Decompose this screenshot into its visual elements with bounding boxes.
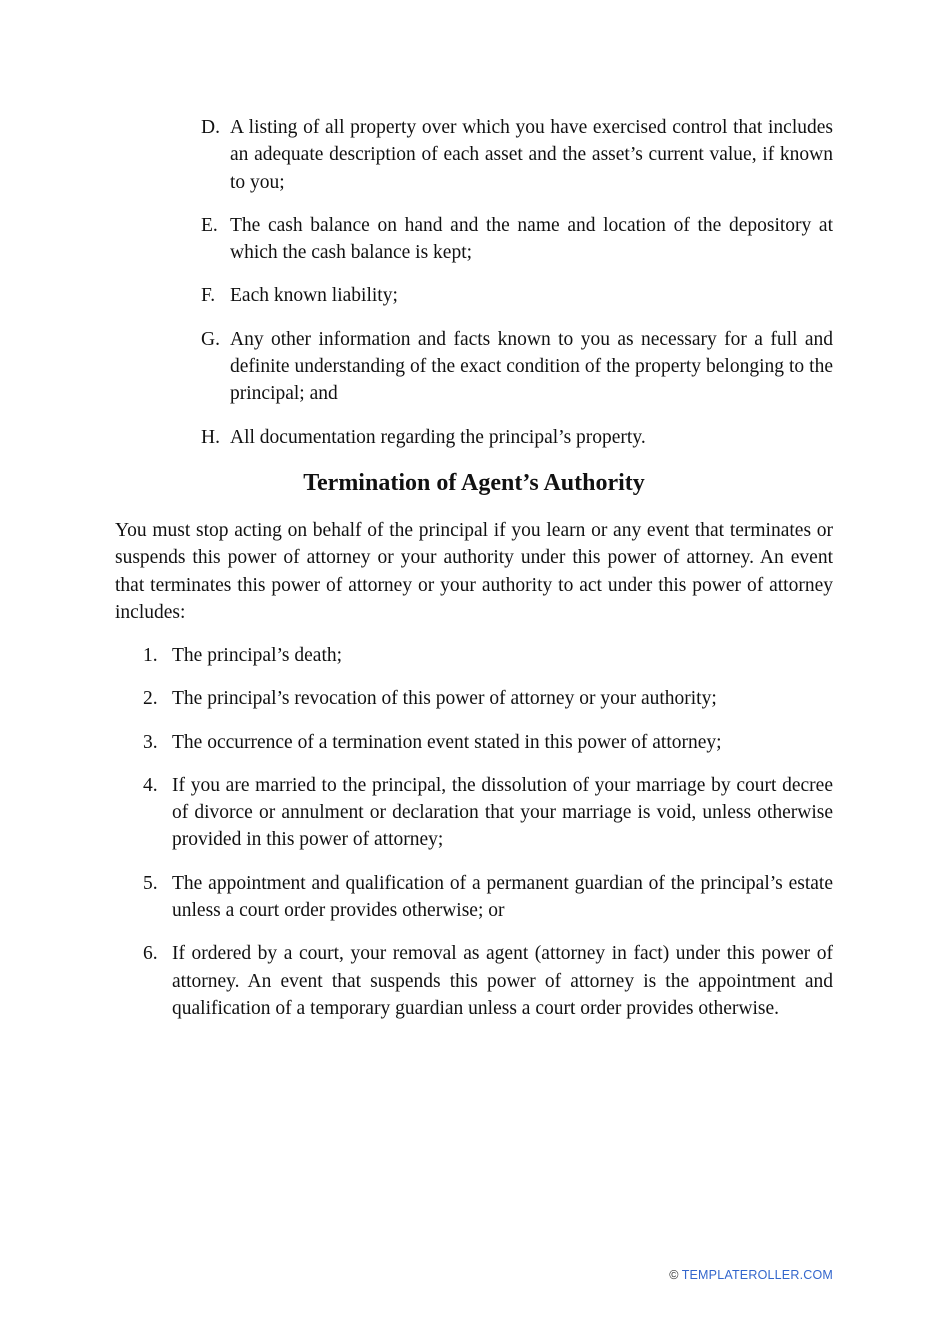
list-item-text: The principal’s death; (172, 645, 343, 666)
templateroller-link[interactable]: TEMPLATEROLLER.COM (681, 1268, 833, 1282)
list-marker: E. (201, 214, 218, 236)
list-marker: 2. (143, 688, 158, 710)
list-item (201, 326, 833, 408)
list-marker: 1. (143, 645, 158, 666)
list-item (143, 940, 833, 1022)
list-item (201, 282, 833, 309)
list-item-text: The principal’s revocation of this power of attorney or your authority; (172, 688, 717, 710)
list-item (143, 729, 833, 756)
list-item-text: If ordered by a court, your removal as agent (attorney in fact) under this power of attorney. An event that suspends this power of attorney is the appointment and qualification of a temporary guardian unless a court order provides otherwise. (172, 943, 833, 1019)
list-item (201, 424, 833, 451)
list-item-text: The occurrence of a termination event stated in this power of attorney; (172, 731, 722, 753)
list-item (201, 212, 833, 267)
list-item (143, 642, 833, 669)
list-item (201, 114, 833, 196)
list-marker: 3. (143, 731, 158, 753)
footer-credit (669, 1267, 833, 1283)
numbered-list (143, 642, 833, 1038)
list-marker: G. (201, 328, 220, 350)
list-marker: F. (201, 285, 216, 307)
section-heading: Termination of Agent’s Authority (303, 470, 645, 496)
list-item-text: Any other information and facts known to you as necessary for a full and definite understanding of the exact condition of the property belonging to the principal; and (230, 328, 833, 405)
list-marker: H. (201, 426, 220, 448)
list-marker: 4. (143, 774, 158, 796)
list-item (143, 685, 833, 712)
list-item-text: A listing of all property over which you have exercised control that includes an adequate description of each asset and the asset’s current value, if known to you; (230, 117, 833, 193)
list-marker: 5. (143, 872, 158, 894)
list-item (143, 870, 833, 925)
list-item-text: The appointment and qualification of a permanent guardian of the principal’s estate unless a court order provides otherwise; or (172, 872, 833, 922)
list-marker: D. (201, 117, 220, 138)
lettered-list (201, 114, 833, 467)
list-marker: 6. (143, 943, 158, 965)
list-item-text: The cash balance on hand and the name and location of the depository at which the cash balance is kept; (230, 214, 833, 264)
list-item (143, 772, 833, 854)
list-item-text: Each known liability; (230, 285, 398, 307)
copyright-symbol: © (669, 1268, 679, 1282)
list-item-text: All documentation regarding the principal’s property. (230, 426, 646, 448)
intro-paragraph: You must stop acting on behalf of the principal if you learn or any event that terminates or suspends this power of attorney or your authority under this power of attorney. An event that terminates this power of attorney or your authority to act under this power of attorney includes: (115, 520, 833, 623)
list-item-text: If you are married to the principal, the dissolution of your marriage by court decree of divorce or annulment or declaration that your marriage is void, unless otherwise provided in this power of attorney; (172, 774, 833, 851)
